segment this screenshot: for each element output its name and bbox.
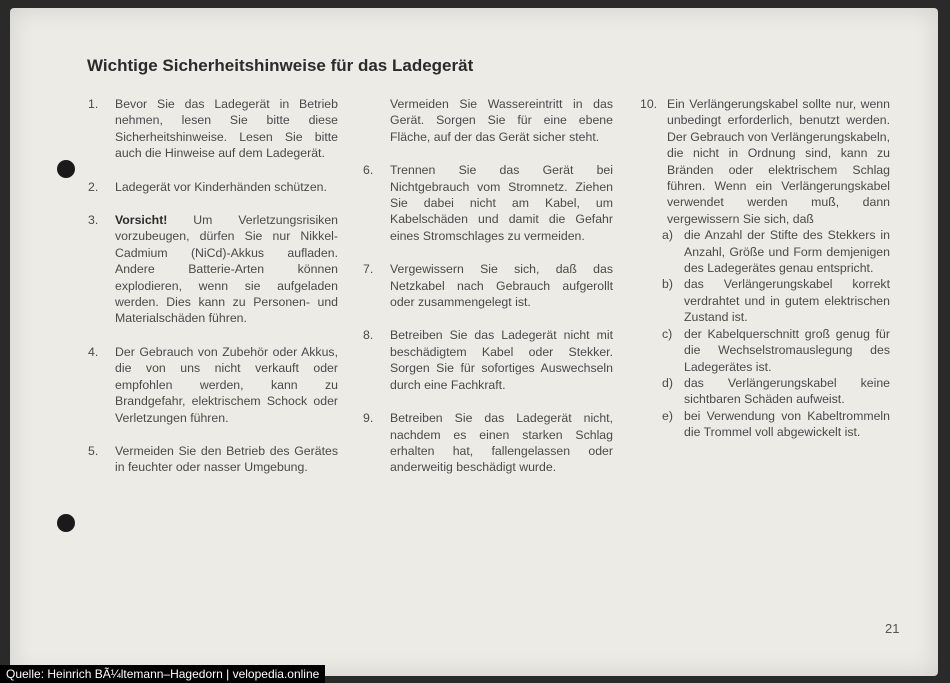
- column-middle: [363, 96, 613, 493]
- item-text: Vergewissern Sie sich, daß das Netzkabel nach Gebrauch aufgerollt oder zusammengelegt ist.: [390, 262, 613, 310]
- list-item: [363, 162, 613, 244]
- item-number: 9.: [363, 411, 374, 426]
- item-text: Ladegerät vor Kinderhänden schützen.: [115, 179, 327, 194]
- item-text: Vermeiden Sie den Betrieb des Gerätes in feuchter oder nasser Umgebung.: [115, 443, 338, 475]
- sub-item-label: e): [662, 408, 673, 423]
- item-number: 1.: [88, 97, 99, 111]
- list-item: [88, 344, 338, 426]
- item-text: [115, 212, 338, 327]
- item-number: 4.: [88, 344, 99, 359]
- list-item: [88, 443, 338, 476]
- item-number: 2.: [88, 179, 99, 194]
- list-item: [640, 96, 890, 227]
- sub-item-text: die Anzahl der Stifte des Stekkers in Anzahl, Größe und Form demjenigen des Ladegerätes genau entspricht.: [684, 228, 890, 276]
- list-item: [363, 327, 613, 393]
- item-text: Betreiben Sie das Ladegerät nicht mit beschädigtem Kabel oder Stekker. Sorgen Sie für sofortiges Auswechseln durch eine Fachkraft.: [390, 328, 613, 392]
- list-item: [88, 212, 338, 327]
- binder-hole-bottom: [57, 514, 75, 532]
- sub-item-label: b): [662, 277, 673, 292]
- sub-item: [640, 375, 890, 408]
- item-number: 7.: [363, 262, 374, 277]
- sub-item: [640, 276, 890, 325]
- item-text: Bevor Sie das Ladegerät in Betrieb nehmen, lesen Sie bitte diese Sicherheitshinweise. Lesen Sie bitte auch die Hinweise auf dem Ladegerät.: [115, 97, 338, 161]
- item-text: Betreiben Sie das Ladegerät nicht, nachdem es einen starken Schlag erhalten hat, fallengelassen oder anderweitig beschädigt wurde.: [390, 411, 613, 475]
- column-right: [640, 96, 890, 441]
- sub-item-text: der Kabelquerschnitt groß genug für die Wechselstromauslegung des Ladegerätes ist.: [684, 326, 890, 374]
- sub-item-label: c): [662, 326, 673, 341]
- item-number: 10.: [640, 97, 658, 111]
- column-left: [88, 96, 338, 493]
- warning-text: Um Verletzungsrisiken vorzubeugen, dürfen Sie nur Nikkel-Cadmium (NiCd)-Akkus aufladen. Andere Batterie-Arten können explodieren, wenn sie aufgeladen werden. Dies kann zu Personen- und Materialschäden führen.: [115, 213, 338, 326]
- sub-item-text: das Verlängerungskabel korrekt verdrahtet und in gutem elektrischen Zustand ist.: [684, 277, 890, 325]
- list-item: [363, 410, 613, 476]
- continuation-text: Vermeiden Sie Wassereintritt in das Gerät. Sorgen Sie für eine ebene Fläche, auf der das Gerät sicher steht.: [390, 97, 613, 144]
- item-text: Ein Verlängerungskabel sollte nur, wenn unbedingt erforderlich, benutzt werden. Der Gebrauch von Verlängerungskabeln, die nicht in Ordnung sind, kann zu Bränden oder elektrischem Schlag führen. Wenn ein Verlängerungskabel verwendet werden muß, dann vergewissern Sie sich, daß: [667, 97, 890, 226]
- list-item: [363, 261, 613, 310]
- item-number: 3.: [88, 213, 99, 228]
- item-text: Trennen Sie das Gerät bei Nichtgebrauch vom Stromnetz. Ziehen Sie dabei nicht am Kabel, um Kabelschäden und damit die Gefahr eines Stromschlages zu vermeiden.: [390, 163, 613, 243]
- source-credit: Quelle: Heinrich BÃ¼ltemann–Hagedorn | velopedia.online: [0, 665, 325, 683]
- sub-item: [640, 326, 890, 375]
- sub-item-label: a): [662, 228, 673, 243]
- item-text: Der Gebrauch von Zubehör oder Akkus, die von uns nicht verkauft oder empfohlen werden, kann zu Brandgefahr, elektrischem Schock oder Verletzungen führen.: [115, 344, 338, 425]
- item-number: 8.: [363, 328, 374, 343]
- sub-item-text: bei Verwendung von Kabeltrommeln die Trommel voll abgewickelt ist.: [684, 408, 890, 440]
- sub-item: [640, 408, 890, 441]
- list-item: [88, 96, 338, 162]
- sub-item-label: d): [662, 375, 673, 390]
- sub-item-text: das Verlängerungskabel keine sichtbaren Schäden aufweist.: [684, 375, 890, 407]
- warning-label: Vorsicht!: [115, 213, 168, 228]
- item-number: 5.: [88, 443, 99, 458]
- item-number: 6.: [363, 163, 374, 178]
- binder-hole-top: [57, 160, 75, 178]
- page-title: Wichtige Sicherheitshinweise für das Ladegerät: [87, 56, 474, 75]
- sub-item: [640, 227, 890, 276]
- page-number: 21: [885, 621, 900, 636]
- list-item: [88, 179, 338, 195]
